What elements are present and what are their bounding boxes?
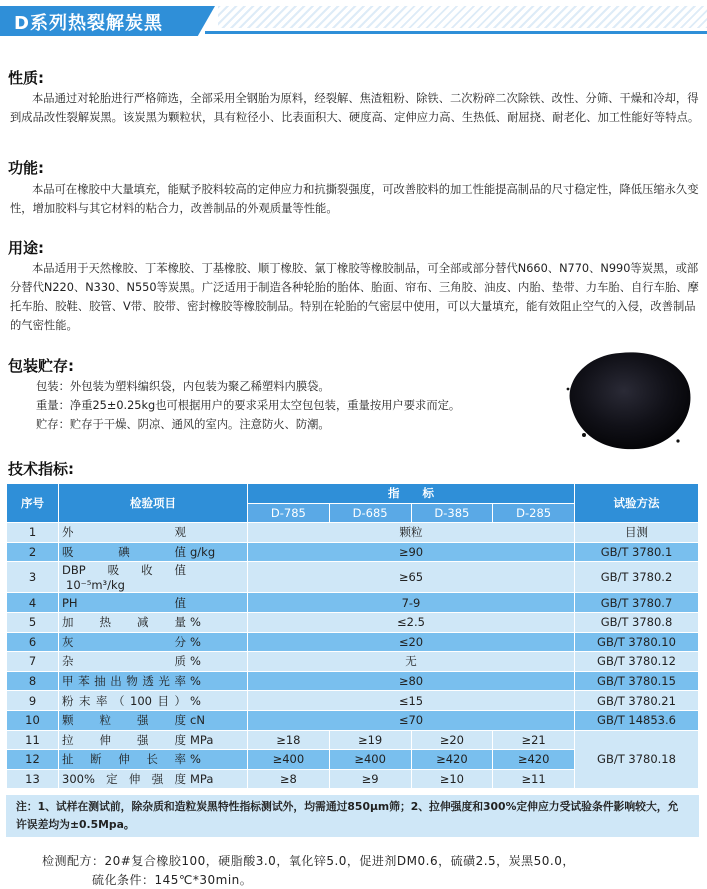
row-label: 外观 bbox=[62, 525, 186, 540]
row-unit: MPa bbox=[190, 732, 214, 747]
section-title-packing: 包装贮存: bbox=[8, 357, 74, 375]
row-grade-value: ≥19 bbox=[329, 730, 411, 750]
row-unit: % bbox=[190, 674, 201, 689]
row-unit: g/kg bbox=[190, 545, 216, 560]
row-no: 11 bbox=[7, 730, 59, 750]
row-item bbox=[59, 523, 248, 543]
banner-underline bbox=[205, 31, 707, 34]
row-value: ≤20 bbox=[248, 632, 575, 652]
row-value: 7-9 bbox=[248, 593, 575, 613]
row-method: GB/T 3780.18 bbox=[575, 730, 699, 789]
table-row bbox=[7, 671, 699, 691]
row-grade-value: ≥11 bbox=[493, 769, 575, 789]
carbon-black-image bbox=[560, 343, 696, 455]
formula-line: 检测配方：20#复合橡胶100，硬脂酸3.0，氧化锌5.0，促进剂DM0.6，硫磺2.5，炭黑50.0， bbox=[42, 854, 575, 868]
table-row bbox=[7, 691, 699, 711]
row-label: 颗粒强度 bbox=[62, 713, 186, 728]
row-grade-value: ≥18 bbox=[248, 730, 330, 750]
row-value: 无 bbox=[248, 652, 575, 672]
row-item bbox=[59, 730, 248, 750]
row-grade-value: ≥420 bbox=[493, 750, 575, 770]
row-value: 颗粒 bbox=[248, 523, 575, 543]
row-method: GB/T 3780.10 bbox=[575, 632, 699, 652]
row-item bbox=[59, 652, 248, 672]
header-banner bbox=[0, 0, 707, 38]
table-row bbox=[7, 612, 699, 632]
row-method: GB/T 3780.21 bbox=[575, 691, 699, 711]
row-item bbox=[59, 542, 248, 562]
row-method: GB/T 14853.6 bbox=[575, 710, 699, 730]
header-grade: D-785 bbox=[248, 503, 330, 523]
row-label: 甲苯抽出物透光率 bbox=[62, 674, 186, 689]
header-index: 指 标 bbox=[248, 484, 575, 504]
section-title-function: 功能: bbox=[8, 159, 44, 177]
row-value: ≤2.5 bbox=[248, 612, 575, 632]
row-item bbox=[59, 671, 248, 691]
row-value: ≥80 bbox=[248, 671, 575, 691]
header-item: 检验项目 bbox=[59, 484, 248, 523]
row-no: 8 bbox=[7, 671, 59, 691]
row-item bbox=[59, 691, 248, 711]
row-item bbox=[59, 769, 248, 789]
banner-stripes bbox=[218, 6, 707, 28]
row-unit: % bbox=[190, 693, 201, 708]
storage-line: 贮存：贮存于干燥、阴凉、通风的室内。注意防火、防潮。 bbox=[36, 418, 330, 431]
row-unit: % bbox=[190, 752, 201, 767]
header-grade: D-385 bbox=[411, 503, 493, 523]
section-title-property: 性质: bbox=[8, 69, 44, 87]
spec-table bbox=[6, 483, 699, 789]
row-no: 3 bbox=[7, 562, 59, 593]
table-row bbox=[7, 523, 699, 543]
row-label: 杂质 bbox=[62, 654, 186, 669]
row-grade-value: ≥21 bbox=[493, 730, 575, 750]
packing-line: 包装：外包装为塑料编织袋，内包装为聚乙稀塑料内膜袋。 bbox=[36, 380, 330, 393]
row-unit: % bbox=[190, 654, 201, 669]
cure-condition: 硫化条件：145℃*30min。 bbox=[92, 873, 253, 887]
row-grade-value: ≥9 bbox=[329, 769, 411, 789]
weight-line: 重量：净重25±0.25kg也可根据用户的要求采用太空包包装，重量按用户要求而定。 bbox=[36, 399, 461, 412]
row-no: 9 bbox=[7, 691, 59, 711]
row-method: 目测 bbox=[575, 523, 699, 543]
function-text: 本品可在橡胶中大量填充，能赋予胶料较高的定伸应力和抗撕裂强度，可改善胶料的加工性能提高制品的尺寸稳定性，降低压缩永久变性，增加胶料与其它材料的粘合力，改善制品的外观质量等性能。 bbox=[10, 183, 699, 215]
row-method: GB/T 3780.12 bbox=[575, 652, 699, 672]
table-row bbox=[7, 730, 699, 750]
row-label: 灰分 bbox=[62, 634, 186, 649]
row-label: PH值 bbox=[62, 595, 186, 610]
row-label: 300%定伸强度 bbox=[62, 772, 186, 787]
row-no: 12 bbox=[7, 750, 59, 770]
row-no: 4 bbox=[7, 593, 59, 613]
row-unit: % bbox=[190, 634, 201, 649]
table-row bbox=[7, 542, 699, 562]
row-no: 5 bbox=[7, 612, 59, 632]
row-label: DBP吸收值 bbox=[62, 563, 186, 578]
row-value: ≥65 bbox=[248, 562, 575, 593]
row-label: 吸碘值 bbox=[62, 545, 186, 560]
header-no: 序号 bbox=[7, 484, 59, 523]
table-note: 注：1、试样在测试前，除杂质和造粒炭黑特性指标测试外，均需通过850μm筛；2、拉伸强度和300%定伸应力受试验条件影响较大，允许误差均为±0.5Mpa。 bbox=[6, 795, 699, 837]
row-method: GB/T 3780.7 bbox=[575, 593, 699, 613]
table-row bbox=[7, 632, 699, 652]
row-grade-value: ≥8 bbox=[248, 769, 330, 789]
row-method: GB/T 3780.2 bbox=[575, 562, 699, 593]
row-no: 7 bbox=[7, 652, 59, 672]
row-item bbox=[59, 710, 248, 730]
row-unit: % bbox=[190, 615, 201, 630]
header-method: 试验方法 bbox=[575, 484, 699, 523]
row-method: GB/T 3780.15 bbox=[575, 671, 699, 691]
row-label: 粉末率（100目） bbox=[62, 693, 186, 708]
row-method: GB/T 3780.8 bbox=[575, 612, 699, 632]
row-label: 加热减量 bbox=[62, 615, 186, 630]
row-value: ≤15 bbox=[248, 691, 575, 711]
row-item bbox=[59, 612, 248, 632]
row-no: 13 bbox=[7, 769, 59, 789]
row-unit: MPa bbox=[190, 772, 214, 787]
row-label: 扯断伸长率 bbox=[62, 752, 186, 767]
row-no: 1 bbox=[7, 523, 59, 543]
row-label: 拉伸强度 bbox=[62, 732, 186, 747]
row-unit: 10⁻⁵m³/kg bbox=[66, 578, 125, 593]
row-no: 2 bbox=[7, 542, 59, 562]
header-grade: D-685 bbox=[329, 503, 411, 523]
row-grade-value: ≥400 bbox=[248, 750, 330, 770]
row-grade-value: ≥20 bbox=[411, 730, 493, 750]
row-unit bbox=[186, 525, 190, 539]
table-row bbox=[7, 593, 699, 613]
row-grade-value: ≥10 bbox=[411, 769, 493, 789]
header-grade: D-285 bbox=[493, 503, 575, 523]
section-title-tech: 技术指标: bbox=[8, 460, 74, 478]
row-grade-value: ≥420 bbox=[411, 750, 493, 770]
row-no: 10 bbox=[7, 710, 59, 730]
section-title-usage: 用途: bbox=[8, 239, 44, 257]
usage-text: 本品适用于天然橡胶、丁苯橡胶、丁基橡胶、顺丁橡胶、氯丁橡胶等橡胶制品，可全部或部分替代N660、N770、N990等炭黑，或部分替代N220、N330、N550等炭黑。广泛适用于制造各种轮胎的胎体、胎面、帘布、三角胶、油皮、内胎、垫带、力车胎、自行车胎、摩托车胎、胶鞋、胶管、V带、胶带、密封橡胶等橡胶制品。特别在轮胎的气密层中使用，可以大量填充，能有效阻止空气的入侵，改善制品的气密性能。 bbox=[10, 262, 699, 332]
row-method: GB/T 3780.1 bbox=[575, 542, 699, 562]
row-unit bbox=[186, 596, 190, 610]
table-row bbox=[7, 710, 699, 730]
row-value: ≥90 bbox=[248, 542, 575, 562]
row-item bbox=[59, 750, 248, 770]
row-item bbox=[59, 593, 248, 613]
row-unit: cN bbox=[190, 713, 205, 728]
page-title: D系列热裂解炭黑 bbox=[14, 13, 163, 34]
row-value: ≤70 bbox=[248, 710, 575, 730]
table-row bbox=[7, 652, 699, 672]
row-item bbox=[59, 562, 248, 593]
row-item bbox=[59, 632, 248, 652]
property-text: 本品通过对轮胎进行严格筛选，全部采用全钢胎为原料，经裂解、焦渣粗粉、除铁、二次粉碎二次除铁、改性、分筛、干燥和冷却，得到成品改性裂解炭黑。该炭黑为颗粒状，具有粒径小、比表面积大、硬度高、定伸应力高、生热低、耐屈挠、耐老化、加工性能好等特点。 bbox=[10, 92, 700, 124]
table-row bbox=[7, 562, 699, 593]
row-grade-value: ≥400 bbox=[329, 750, 411, 770]
row-no: 6 bbox=[7, 632, 59, 652]
